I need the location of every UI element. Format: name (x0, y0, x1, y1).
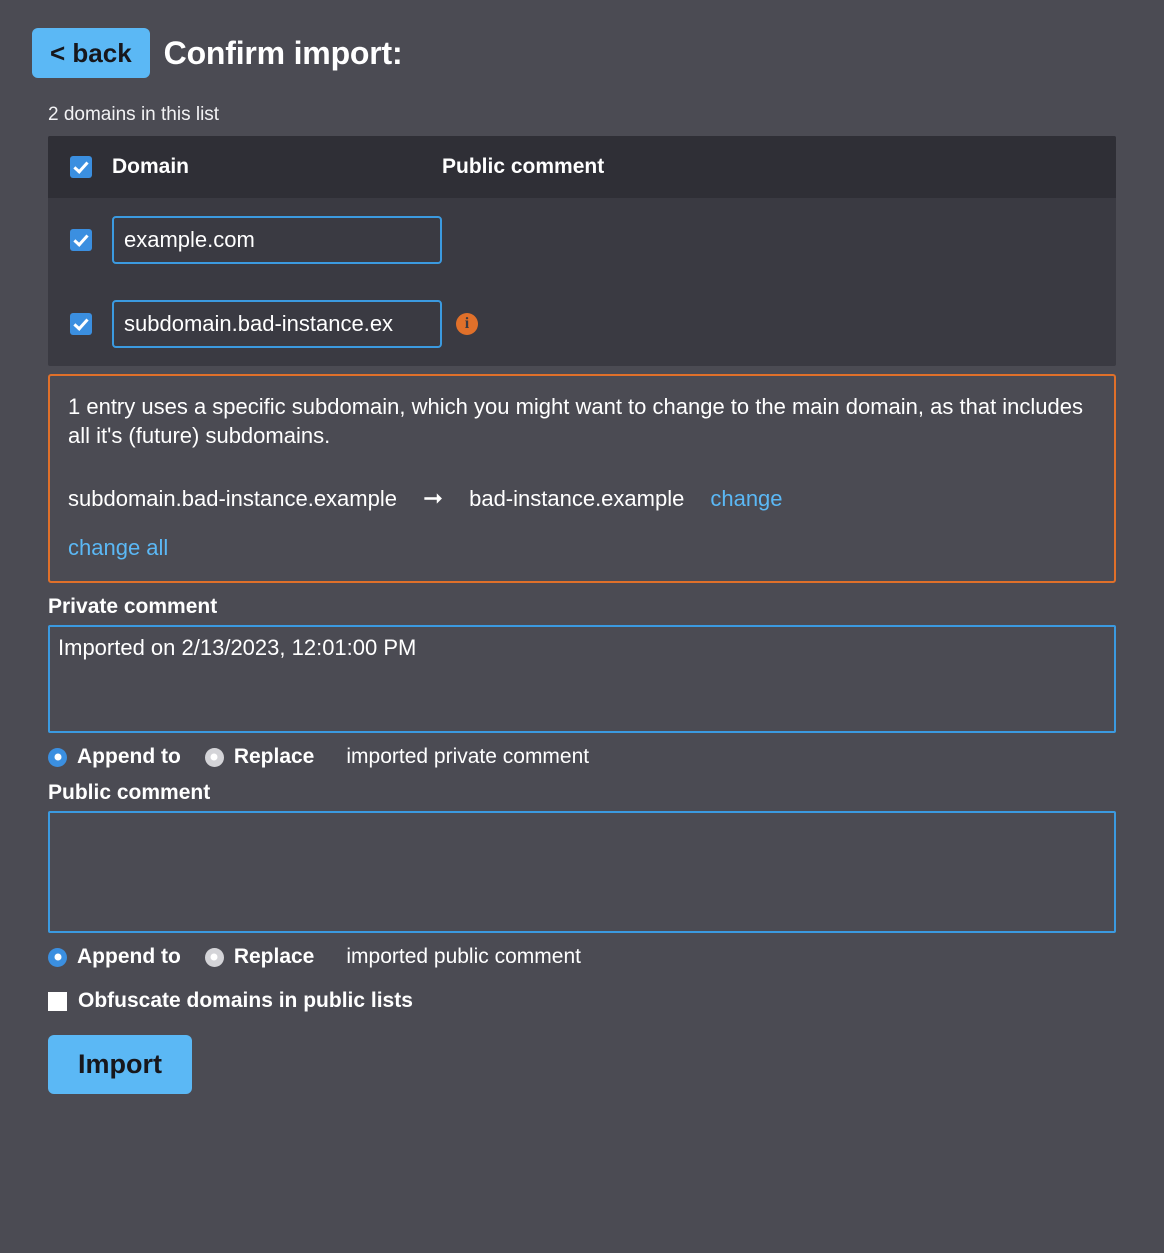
subdomain-from: subdomain.bad-instance.example (68, 485, 397, 511)
obfuscate-row (48, 989, 1132, 1013)
private-comment-textarea[interactable] (48, 625, 1116, 733)
private-comment-mode-group (48, 745, 1132, 769)
table-row (48, 198, 1116, 282)
domain-count-text: 2 domains in this list (48, 104, 220, 125)
private-replace-radio[interactable] (205, 748, 224, 767)
public-append-radio[interactable] (48, 948, 67, 967)
private-append-radio[interactable] (48, 748, 67, 767)
public-comment-mode-group (48, 945, 1132, 969)
change-link[interactable]: change (710, 485, 783, 511)
public-comment-label: Public comment (48, 781, 211, 805)
public-append-label: Append to (77, 945, 181, 969)
obfuscate-label: Obfuscate domains in public lists (78, 989, 413, 1013)
private-comment-label: Private comment (48, 595, 218, 619)
domain-input[interactable] (112, 216, 442, 264)
row-checkbox[interactable] (70, 229, 92, 251)
private-mode-suffix: imported private comment (346, 745, 590, 769)
import-button[interactable]: Import (48, 1035, 192, 1094)
table-header-row (48, 136, 1116, 198)
page-title: Confirm import: (163, 34, 403, 71)
arrow-right-icon: ➞ (422, 485, 444, 513)
domains-table (48, 136, 1116, 366)
private-replace-label: Replace (233, 745, 315, 769)
public-replace-radio[interactable] (205, 948, 224, 967)
subdomain-to: bad-instance.example (469, 485, 685, 511)
column-header-public-comment: Public comment (442, 155, 605, 178)
domain-input[interactable] (112, 300, 442, 348)
obfuscate-checkbox[interactable] (48, 992, 67, 1011)
column-header-domain: Domain (112, 155, 190, 178)
subdomain-warning-box (48, 374, 1116, 583)
back-button[interactable]: < back (32, 28, 150, 78)
row-checkbox[interactable] (70, 313, 92, 335)
subdomain-change-row (68, 484, 1096, 513)
page-header (32, 28, 1132, 78)
table-row (48, 282, 1116, 366)
public-comment-textarea[interactable] (48, 811, 1116, 933)
private-append-label: Append to (77, 745, 181, 769)
info-icon[interactable]: i (456, 313, 478, 335)
warning-text: 1 entry uses a specific subdomain, which you might want to change to the main domain, as that includes all it's (future) subdomains. (68, 394, 1084, 449)
public-mode-suffix: imported public comment (346, 945, 581, 969)
select-all-checkbox[interactable] (70, 156, 92, 178)
public-replace-label: Replace (233, 945, 315, 969)
change-all-link[interactable]: change all (68, 535, 169, 561)
